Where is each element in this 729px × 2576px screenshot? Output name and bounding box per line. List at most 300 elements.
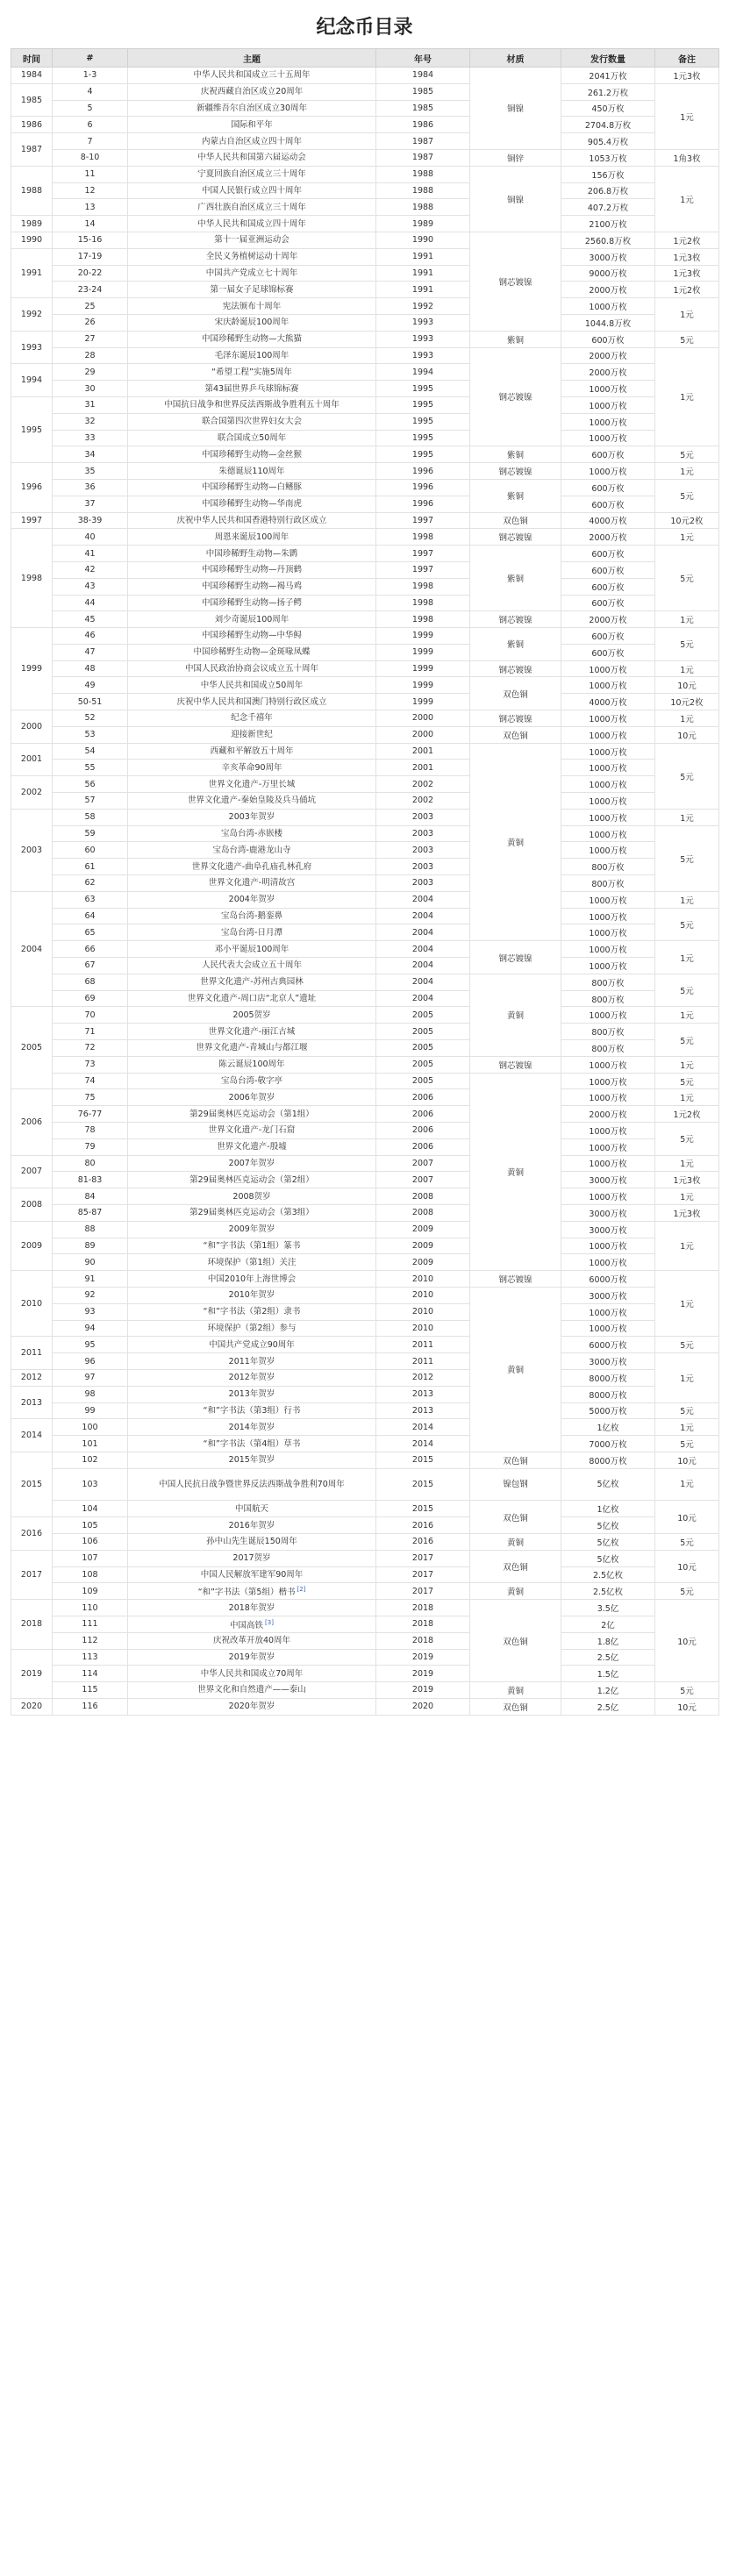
table-row bbox=[11, 1172, 719, 1188]
cell-number: 13 bbox=[53, 199, 128, 216]
cell-theme: 环境保护（第1组）关注 bbox=[128, 1254, 376, 1271]
cell-quantity: 4000万枚 bbox=[561, 694, 655, 710]
table-row bbox=[11, 1040, 719, 1057]
cell-note: 1元3枚 bbox=[655, 1204, 719, 1221]
cell-number: 53 bbox=[53, 726, 128, 743]
cell-number: 112 bbox=[53, 1632, 128, 1649]
cell-quantity: 9000万枚 bbox=[561, 265, 655, 282]
cell-year-mark: 2000 bbox=[376, 710, 470, 727]
table-row bbox=[11, 446, 719, 463]
cell-number: 71 bbox=[53, 1024, 128, 1040]
cell-note: 1元2枚 bbox=[655, 232, 719, 248]
cell-number: 23-24 bbox=[53, 282, 128, 298]
cell-theme: 内蒙古自治区成立四十周年 bbox=[128, 133, 376, 150]
cell-year-mark: 2009 bbox=[376, 1254, 470, 1271]
cell-quantity: 3000万枚 bbox=[561, 248, 655, 265]
cell-number: 116 bbox=[53, 1698, 128, 1715]
cell-quantity: 5亿枚 bbox=[561, 1533, 655, 1550]
cell-quantity: 2亿 bbox=[561, 1616, 655, 1632]
cell-number: 30 bbox=[53, 381, 128, 397]
cell-quantity: 2000万枚 bbox=[561, 282, 655, 298]
table-row bbox=[11, 347, 719, 364]
cell-quantity: 2000万枚 bbox=[561, 529, 655, 546]
cell-material: 镍包钢 bbox=[470, 1468, 561, 1501]
cell-note: 5元 bbox=[655, 743, 719, 809]
cell-theme: 宋庆龄诞辰100周年 bbox=[128, 314, 376, 331]
cell-quantity: 3000万枚 bbox=[561, 1172, 655, 1188]
cell-number: 70 bbox=[53, 1007, 128, 1024]
cell-year-mark: 2015 bbox=[376, 1468, 470, 1501]
cell-time: 1986 bbox=[11, 117, 53, 133]
cell-year-mark: 2019 bbox=[376, 1666, 470, 1682]
cell-theme: 2010年贺岁 bbox=[128, 1287, 376, 1303]
cell-number: 59 bbox=[53, 825, 128, 842]
cell-note: 5元 bbox=[655, 546, 719, 611]
cell-material: 钢芯镀镍 bbox=[470, 529, 561, 546]
cell-year-mark: 2003 bbox=[376, 859, 470, 875]
table-row bbox=[11, 710, 719, 727]
cell-number: 56 bbox=[53, 776, 128, 793]
table-row bbox=[11, 941, 719, 958]
cell-year-mark: 1996 bbox=[376, 496, 470, 512]
cell-theme: 中国共产党成立七十周年 bbox=[128, 265, 376, 282]
cell-material: 紫铜 bbox=[470, 546, 561, 611]
cell-material: 黄铜 bbox=[470, 1073, 561, 1271]
table-row bbox=[11, 430, 719, 446]
table-row bbox=[11, 529, 719, 546]
cell-theme: 中华人民共和国成立50周年 bbox=[128, 677, 376, 694]
cell-theme: “和”字书法（第1组）篆书 bbox=[128, 1238, 376, 1254]
cell-quantity: 8000万枚 bbox=[561, 1369, 655, 1386]
cell-year-mark: 1987 bbox=[376, 133, 470, 150]
cell-theme: 中国共产党成立90周年 bbox=[128, 1337, 376, 1353]
cell-material: 黄铜 bbox=[470, 1583, 561, 1600]
cell-quantity: 600万枚 bbox=[561, 479, 655, 496]
cell-year-mark: 2005 bbox=[376, 1007, 470, 1024]
cell-number: 31 bbox=[53, 396, 128, 413]
cell-note: 1元2枚 bbox=[655, 282, 719, 298]
cell-quantity: 3.5亿 bbox=[561, 1600, 655, 1616]
table-row bbox=[11, 265, 719, 282]
cell-theme: 2020年贺岁 bbox=[128, 1698, 376, 1715]
cell-quantity: 1000万枚 bbox=[561, 760, 655, 776]
cell-number: 91 bbox=[53, 1271, 128, 1288]
cell-year-mark: 2004 bbox=[376, 974, 470, 990]
cell-theme: 中国航天 bbox=[128, 1501, 376, 1517]
cell-number: 66 bbox=[53, 941, 128, 958]
cell-quantity: 2704.8万枚 bbox=[561, 117, 655, 133]
table-row bbox=[11, 282, 719, 298]
cell-year-mark: 2005 bbox=[376, 1056, 470, 1073]
cell-number: 115 bbox=[53, 1682, 128, 1699]
cell-time: 2006 bbox=[11, 1089, 53, 1155]
cell-quantity: 1000万枚 bbox=[561, 298, 655, 315]
cell-theme: 广西壮族自治区成立三十周年 bbox=[128, 199, 376, 216]
cell-quantity: 1000万枚 bbox=[561, 793, 655, 810]
cell-quantity: 800万枚 bbox=[561, 974, 655, 990]
table-body bbox=[11, 68, 719, 1716]
cell-quantity: 1.5亿 bbox=[561, 1666, 655, 1682]
cell-quantity: 3000万枚 bbox=[561, 1353, 655, 1370]
cell-theme: 刘少奇诞辰100周年 bbox=[128, 611, 376, 628]
table-row bbox=[11, 760, 719, 776]
cell-number: 17-19 bbox=[53, 248, 128, 265]
cell-note: 5元 bbox=[655, 1533, 719, 1550]
cell-year-mark: 2010 bbox=[376, 1320, 470, 1337]
table-row bbox=[11, 149, 719, 166]
table-row bbox=[11, 859, 719, 875]
cell-quantity: 800万枚 bbox=[561, 1024, 655, 1040]
cell-year-mark: 1998 bbox=[376, 611, 470, 628]
cell-number: 41 bbox=[53, 546, 128, 562]
cell-quantity: 450万枚 bbox=[561, 100, 655, 117]
cell-number: 85-87 bbox=[53, 1204, 128, 1221]
cell-time: 1993 bbox=[11, 331, 53, 364]
cell-theme: 第一届女子足球锦标赛 bbox=[128, 282, 376, 298]
table-row bbox=[11, 1254, 719, 1271]
cell-number: 4 bbox=[53, 83, 128, 100]
cell-theme: 中国珍稀野生动物—华南虎 bbox=[128, 496, 376, 512]
header-note: 备注 bbox=[655, 49, 719, 68]
table-row bbox=[11, 496, 719, 512]
header-material: 材质 bbox=[470, 49, 561, 68]
cell-note: 1元 bbox=[655, 1468, 719, 1501]
cell-quantity: 1000万枚 bbox=[561, 463, 655, 480]
cell-theme: 2008贺岁 bbox=[128, 1188, 376, 1205]
cell-quantity: 7000万枚 bbox=[561, 1436, 655, 1452]
cell-quantity: 1000万枚 bbox=[561, 1123, 655, 1139]
table-row bbox=[11, 463, 719, 480]
table-row bbox=[11, 1106, 719, 1123]
cell-number: 72 bbox=[53, 1040, 128, 1057]
cell-quantity: 1000万枚 bbox=[561, 1138, 655, 1155]
cell-quantity: 3000万枚 bbox=[561, 1204, 655, 1221]
cell-number: 61 bbox=[53, 859, 128, 875]
cell-quantity: 5亿枚 bbox=[561, 1550, 655, 1566]
cell-quantity: 4000万枚 bbox=[561, 512, 655, 529]
cell-theme: 第29届奥林匹克运动会（第2组） bbox=[128, 1172, 376, 1188]
cell-theme: 中国人民银行成立四十周年 bbox=[128, 182, 376, 199]
cell-time: 1988 bbox=[11, 166, 53, 215]
cell-quantity: 5000万枚 bbox=[561, 1402, 655, 1419]
table-row bbox=[11, 974, 719, 990]
cell-year-mark: 1985 bbox=[376, 100, 470, 117]
cell-time: 2007 bbox=[11, 1155, 53, 1188]
cell-theme: 2018年贺岁 bbox=[128, 1600, 376, 1616]
cell-theme: 中华人民共和国第六届运动会 bbox=[128, 149, 376, 166]
cell-time: 2009 bbox=[11, 1221, 53, 1270]
cell-year-mark: 1999 bbox=[376, 628, 470, 645]
table-row bbox=[11, 924, 719, 941]
cell-number: 65 bbox=[53, 924, 128, 941]
cell-theme: 2005贺岁 bbox=[128, 1007, 376, 1024]
table-row bbox=[11, 1501, 719, 1517]
cell-material: 钢芯镀镍 bbox=[470, 611, 561, 628]
cell-year-mark: 1993 bbox=[376, 331, 470, 347]
cell-time: 2004 bbox=[11, 891, 53, 1007]
cell-time: 2003 bbox=[11, 809, 53, 891]
table-row bbox=[11, 546, 719, 562]
cell-number: 34 bbox=[53, 446, 128, 463]
cell-quantity: 1000万枚 bbox=[561, 1238, 655, 1254]
cell-quantity: 8000万枚 bbox=[561, 1386, 655, 1402]
cell-number: 49 bbox=[53, 677, 128, 694]
header-year-mark: 年号 bbox=[376, 49, 470, 68]
cell-year-mark: 1995 bbox=[376, 396, 470, 413]
cell-time: 2020 bbox=[11, 1698, 53, 1715]
cell-year-mark: 1985 bbox=[376, 83, 470, 100]
table-row bbox=[11, 644, 719, 660]
cell-material: 钢芯镀镍 bbox=[470, 232, 561, 331]
cell-year-mark: 2003 bbox=[376, 825, 470, 842]
cell-year-mark: 2006 bbox=[376, 1089, 470, 1106]
cell-quantity: 800万枚 bbox=[561, 990, 655, 1007]
cell-note: 5元 bbox=[655, 1583, 719, 1600]
table-row bbox=[11, 1007, 719, 1024]
table-row bbox=[11, 331, 719, 347]
cell-number: 97 bbox=[53, 1369, 128, 1386]
cell-year-mark: 1991 bbox=[376, 265, 470, 282]
table-row bbox=[11, 1123, 719, 1139]
cell-year-mark: 2004 bbox=[376, 908, 470, 924]
cell-theme: 中国2010年上海世博会 bbox=[128, 1271, 376, 1288]
cell-theme: 世界文化遗产-苏州古典园林 bbox=[128, 974, 376, 990]
table-row bbox=[11, 1320, 719, 1337]
cell-material: 钢芯镀镍 bbox=[470, 463, 561, 480]
cell-quantity: 1000万枚 bbox=[561, 1007, 655, 1024]
cell-quantity: 407.2万枚 bbox=[561, 199, 655, 216]
table-row bbox=[11, 1698, 719, 1715]
cell-time: 2014 bbox=[11, 1419, 53, 1452]
cell-note: 5元 bbox=[655, 825, 719, 891]
table-row bbox=[11, 1271, 719, 1288]
cell-year-mark: 2010 bbox=[376, 1271, 470, 1288]
cell-quantity: 5亿枚 bbox=[561, 1517, 655, 1534]
cell-quantity: 905.4万枚 bbox=[561, 133, 655, 150]
cell-year-mark: 1988 bbox=[376, 199, 470, 216]
table-row bbox=[11, 1369, 719, 1386]
cell-number: 98 bbox=[53, 1386, 128, 1402]
cell-number: 32 bbox=[53, 413, 128, 430]
cell-quantity: 1000万枚 bbox=[561, 726, 655, 743]
cell-theme: 2012年贺岁 bbox=[128, 1369, 376, 1386]
cell-note: 5元 bbox=[655, 1682, 719, 1699]
cell-quantity: 1000万枚 bbox=[561, 1303, 655, 1320]
cell-quantity: 3000万枚 bbox=[561, 1287, 655, 1303]
table-row bbox=[11, 117, 719, 133]
cell-year-mark: 1996 bbox=[376, 463, 470, 480]
cell-year-mark: 2006 bbox=[376, 1123, 470, 1139]
table-row bbox=[11, 216, 719, 232]
cell-quantity: 261.2万枚 bbox=[561, 83, 655, 100]
cell-note: 1元 bbox=[655, 298, 719, 332]
cell-year-mark: 2015 bbox=[376, 1452, 470, 1468]
cell-number: 14 bbox=[53, 216, 128, 232]
cell-year-mark: 2003 bbox=[376, 809, 470, 825]
table-row bbox=[11, 1550, 719, 1566]
cell-material: 黄铜 bbox=[470, 974, 561, 1056]
cell-note: 1元3枚 bbox=[655, 265, 719, 282]
cell-number: 50-51 bbox=[53, 694, 128, 710]
cell-theme: 2015年贺岁 bbox=[128, 1452, 376, 1468]
cell-quantity: 1000万枚 bbox=[561, 660, 655, 677]
cell-number: 47 bbox=[53, 644, 128, 660]
table-row bbox=[11, 248, 719, 265]
cell-number: 11 bbox=[53, 166, 128, 182]
cell-number: 64 bbox=[53, 908, 128, 924]
table-row bbox=[11, 677, 719, 694]
cell-number: 63 bbox=[53, 891, 128, 908]
cell-number: 55 bbox=[53, 760, 128, 776]
cell-number: 43 bbox=[53, 578, 128, 595]
cell-material: 紫铜 bbox=[470, 628, 561, 661]
cell-theme: 2014年贺岁 bbox=[128, 1419, 376, 1436]
cell-year-mark: 2005 bbox=[376, 1073, 470, 1089]
cell-time: 2010 bbox=[11, 1271, 53, 1337]
cell-year-mark: 1993 bbox=[376, 347, 470, 364]
cell-time: 2016 bbox=[11, 1517, 53, 1551]
cell-quantity: 2100万枚 bbox=[561, 216, 655, 232]
cell-note: 5元 bbox=[655, 974, 719, 1007]
table-row bbox=[11, 1666, 719, 1682]
cell-note: 10元 bbox=[655, 1501, 719, 1534]
cell-note: 5元 bbox=[655, 1073, 719, 1089]
cell-number: 101 bbox=[53, 1436, 128, 1452]
cell-year-mark: 1995 bbox=[376, 446, 470, 463]
cell-material: 钢芯镀镍 bbox=[470, 1056, 561, 1073]
cell-time: 1987 bbox=[11, 133, 53, 167]
cell-quantity: 2.5亿枚 bbox=[561, 1583, 655, 1600]
cell-material: 双色铜 bbox=[470, 1501, 561, 1534]
cell-number: 96 bbox=[53, 1353, 128, 1370]
footnote-link[interactable]: [3] bbox=[265, 1618, 274, 1626]
table-row bbox=[11, 958, 719, 974]
cell-number: 29 bbox=[53, 364, 128, 381]
cell-theme: 庆祝中华人民共和国澳门特别行政区成立 bbox=[128, 694, 376, 710]
cell-number: 90 bbox=[53, 1254, 128, 1271]
cell-note: 1元 bbox=[655, 1271, 719, 1337]
cell-quantity: 2000万枚 bbox=[561, 611, 655, 628]
header-quantity: 发行数量 bbox=[561, 49, 655, 68]
cell-year-mark: 2006 bbox=[376, 1138, 470, 1155]
cell-material: 铜锌 bbox=[470, 149, 561, 166]
table-row bbox=[11, 891, 719, 908]
cell-number: 84 bbox=[53, 1188, 128, 1205]
cell-theme: 西藏和平解放五十周年 bbox=[128, 743, 376, 760]
cell-note: 5元 bbox=[655, 479, 719, 512]
cell-time: 1992 bbox=[11, 298, 53, 332]
table-row bbox=[11, 1337, 719, 1353]
cell-number: 94 bbox=[53, 1320, 128, 1337]
cell-theme: 第29届奥林匹克运动会（第1组） bbox=[128, 1106, 376, 1123]
table-row bbox=[11, 381, 719, 397]
cell-number: 99 bbox=[53, 1402, 128, 1419]
cell-year-mark: 2017 bbox=[376, 1566, 470, 1583]
cell-number: 92 bbox=[53, 1287, 128, 1303]
cell-quantity: 2.5亿枚 bbox=[561, 1566, 655, 1583]
footnote-link[interactable]: [2] bbox=[297, 1586, 306, 1594]
table-row bbox=[11, 1632, 719, 1649]
cell-theme: 孙中山先生诞辰150周年 bbox=[128, 1533, 376, 1550]
cell-theme: 庆祝中华人民共和国香港特别行政区成立 bbox=[128, 512, 376, 529]
table-row bbox=[11, 166, 719, 182]
cell-quantity: 1000万枚 bbox=[561, 776, 655, 793]
cell-number: 108 bbox=[53, 1566, 128, 1583]
cell-number: 80 bbox=[53, 1155, 128, 1172]
cell-material: 双色铜 bbox=[470, 512, 561, 529]
cell-quantity: 800万枚 bbox=[561, 875, 655, 892]
cell-theme: 2009年贺岁 bbox=[128, 1221, 376, 1238]
cell-year-mark: 2018 bbox=[376, 1600, 470, 1616]
cell-theme: 国际和平年 bbox=[128, 117, 376, 133]
cell-theme: 中国珍稀野生动物—扬子鳄 bbox=[128, 595, 376, 611]
cell-quantity: 1000万枚 bbox=[561, 924, 655, 941]
cell-theme: 中国人民政治协商会议成立五十周年 bbox=[128, 660, 376, 677]
cell-note: 1元 bbox=[655, 347, 719, 446]
cell-number: 7 bbox=[53, 133, 128, 150]
table-row bbox=[11, 1386, 719, 1402]
cell-number: 42 bbox=[53, 561, 128, 578]
table-row bbox=[11, 1303, 719, 1320]
cell-number: 26 bbox=[53, 314, 128, 331]
cell-note: 1元3枚 bbox=[655, 248, 719, 265]
table-row bbox=[11, 1533, 719, 1550]
cell-material: 钢芯镀镍 bbox=[470, 941, 561, 974]
table-row bbox=[11, 199, 719, 216]
cell-year-mark: 1999 bbox=[376, 677, 470, 694]
cell-year-mark: 2013 bbox=[376, 1402, 470, 1419]
cell-number: 79 bbox=[53, 1138, 128, 1155]
cell-number: 6 bbox=[53, 117, 128, 133]
cell-theme: 纪念千禧年 bbox=[128, 710, 376, 727]
table-row bbox=[11, 413, 719, 430]
cell-quantity: 1000万枚 bbox=[561, 396, 655, 413]
cell-theme: 中国人民解放军建军90周年 bbox=[128, 1566, 376, 1583]
cell-year-mark: 2010 bbox=[376, 1287, 470, 1303]
cell-number: 106 bbox=[53, 1533, 128, 1550]
cell-number: 93 bbox=[53, 1303, 128, 1320]
cell-theme: 环境保护（第2组）参与 bbox=[128, 1320, 376, 1337]
cell-note: 10元 bbox=[655, 1600, 719, 1682]
cell-quantity: 1000万枚 bbox=[561, 743, 655, 760]
cell-material: 双色铜 bbox=[470, 1698, 561, 1715]
cell-time: 2005 bbox=[11, 1007, 53, 1089]
cell-quantity: 2000万枚 bbox=[561, 1106, 655, 1123]
cell-quantity: 600万枚 bbox=[561, 595, 655, 611]
cell-year-mark: 1993 bbox=[376, 314, 470, 331]
table-row bbox=[11, 182, 719, 199]
cell-number: 109 bbox=[53, 1583, 128, 1600]
cell-note: 10元2枚 bbox=[655, 694, 719, 710]
cell-number: 88 bbox=[53, 1221, 128, 1238]
cell-year-mark: 2003 bbox=[376, 842, 470, 859]
cell-theme: 中国珍稀野生动物—中华鲟 bbox=[128, 628, 376, 645]
table-row bbox=[11, 1468, 719, 1501]
cell-note: 1元 bbox=[655, 83, 719, 149]
cell-theme: 宝岛台湾-日月潭 bbox=[128, 924, 376, 941]
cell-year-mark: 2007 bbox=[376, 1155, 470, 1172]
table-row bbox=[11, 842, 719, 859]
cell-year-mark: 2001 bbox=[376, 760, 470, 776]
cell-quantity: 8000万枚 bbox=[561, 1452, 655, 1468]
cell-theme: 宝岛台湾-鹅銮鼻 bbox=[128, 908, 376, 924]
cell-material: 黄铜 bbox=[470, 1287, 561, 1452]
cell-number: 100 bbox=[53, 1419, 128, 1436]
cell-quantity: 600万枚 bbox=[561, 561, 655, 578]
cell-quantity: 6000万枚 bbox=[561, 1271, 655, 1288]
cell-year-mark: 2012 bbox=[376, 1369, 470, 1386]
cell-theme: 陈云诞辰100周年 bbox=[128, 1056, 376, 1073]
